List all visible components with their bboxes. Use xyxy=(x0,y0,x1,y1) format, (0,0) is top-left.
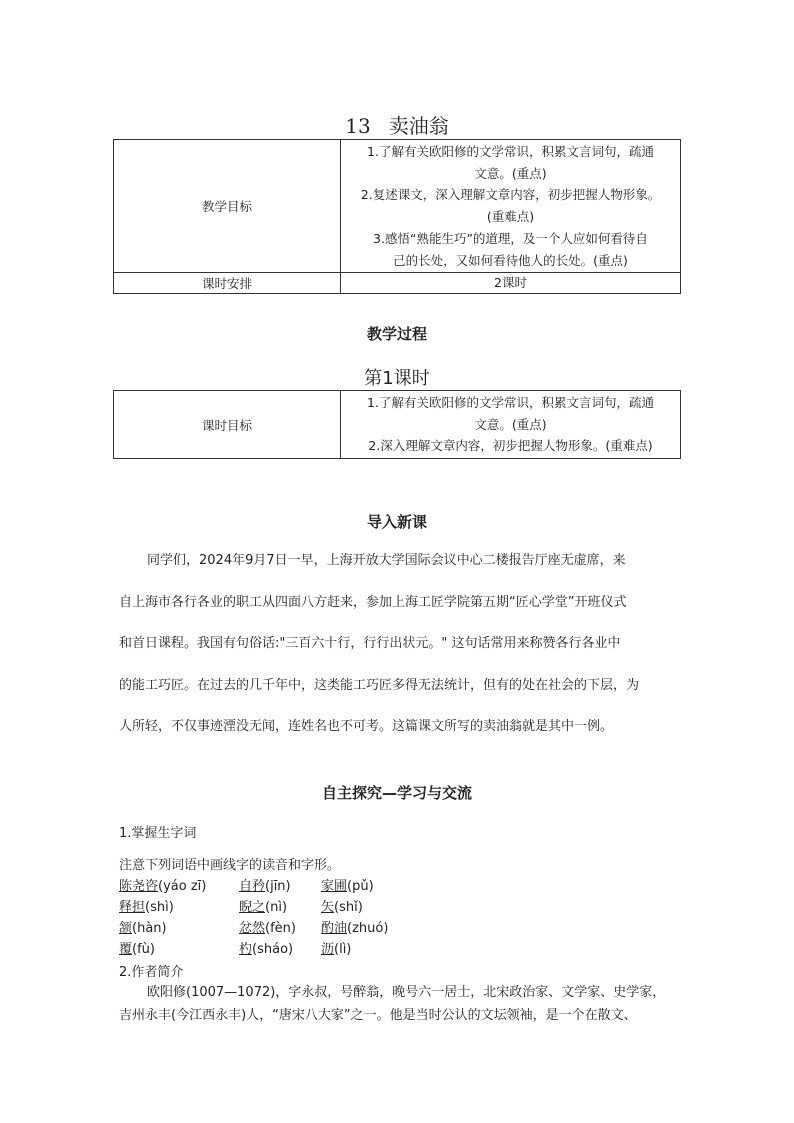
goal-line: 文意。(重点) xyxy=(474,165,547,181)
table-row xyxy=(114,140,681,273)
word-item: 睨之(nì) xyxy=(239,900,288,915)
word-item: 覆(fù) xyxy=(119,942,155,957)
goal-line: 2.深入理解文章内容，初步把握人物形象。(重难点) xyxy=(368,438,653,454)
schedule-label: 课时安排 xyxy=(114,273,341,294)
lesson-goals-label: 课时目标 xyxy=(114,391,341,459)
intro-line: 的能工巧匠。在过去的几千年中，这类能工巧匠多得无法统计，但有的处在社会的下层，为 xyxy=(119,677,640,693)
lesson-goals-content xyxy=(341,391,681,459)
word-item: 自矜(jīn) xyxy=(239,879,291,894)
lesson-number: 13 xyxy=(345,114,371,138)
lesson-goals-table xyxy=(113,390,681,459)
section-heading: 教学过程 xyxy=(366,325,427,343)
word-item: 酌油(zhuó) xyxy=(321,921,389,936)
goal-line: (重难点) xyxy=(486,209,535,225)
intro-heading: 导入新课 xyxy=(366,513,427,531)
word-note: 注意下列词语中画线字的读音和字形。 xyxy=(119,858,341,873)
intro-line: 和首日课程。我国有句俗话:"三百六十行，行行出状元。" 这句话常用来称赞各行各业中 xyxy=(119,636,621,651)
table-row xyxy=(114,391,681,459)
lesson-heading: 第1课时 xyxy=(364,368,430,389)
word-item: 颔(hàn) xyxy=(119,921,167,936)
word-item: 忿然(fèn) xyxy=(239,921,296,936)
goal-line: 2.复述课文，深入理解文章内容，初步把握人物形象。 xyxy=(360,187,661,203)
item-heading: 1.掌握生字词 xyxy=(119,826,197,841)
word-item: 释担(shì) xyxy=(119,900,174,915)
word-item: 沥(lì) xyxy=(321,942,352,957)
word-item: 杓(sháo) xyxy=(239,942,294,957)
author-paragraph xyxy=(119,981,679,1027)
goal-line: 文意。(重点) xyxy=(474,416,547,432)
intro-line: 同学们，2024年9月7日一早，上海开放大学国际会议中心二楼报告厅座无虚席，来 xyxy=(147,553,626,568)
intro-line: 自上海市各行各业的职工从四面八方赶来，参加上海工匠学院第五期“匠心学堂”开班仪式 xyxy=(119,594,627,610)
lesson-title: 卖油翁 xyxy=(388,114,449,138)
author-line: 欧阳修(1007—1072)，字永叔，号醉翁，晚号六一居士，北宋政治家、文学家、史学家， xyxy=(147,985,666,1000)
goal-line: 1.了解有关欧阳修的文学常识，积累文言词句，疏通 xyxy=(367,395,654,410)
goal-line: 3.感悟“熟能生巧”的道理，及一个人应如何看待自 xyxy=(373,230,648,246)
word-item: 矢(shǐ) xyxy=(321,900,363,915)
goal-line: 己的长处，又如何看待他人的长处。(重点) xyxy=(393,252,628,268)
teaching-goals-content xyxy=(341,140,681,273)
intro-line: 人所轻，不仅事迹湮没无闻，连姓名也不可考。这篇课文所写的卖油翁就是其中一例。 xyxy=(119,719,614,734)
item-heading: 2.作者简介 xyxy=(119,965,184,980)
teaching-goals-label: 教学目标 xyxy=(114,140,341,273)
word-item: 陈尧咨(yáo zī) xyxy=(119,879,207,894)
word-item: 家圃(pǔ) xyxy=(321,879,374,894)
document-title xyxy=(0,110,794,139)
objectives-table xyxy=(113,139,681,294)
explore-heading: 自主探究—学习与交流 xyxy=(321,784,472,802)
schedule-content: 2课时 xyxy=(341,273,681,294)
intro-paragraph xyxy=(119,540,674,748)
goal-line: 1.了解有关欧阳修的文学常识，积累文言词句，疏通 xyxy=(367,144,654,159)
author-line: 吉州永丰(今江西永丰)人，“唐宋八大家”之一。他是当时公认的文坛领袖，是一个在散文、 xyxy=(119,1008,637,1023)
table-row xyxy=(114,273,681,294)
